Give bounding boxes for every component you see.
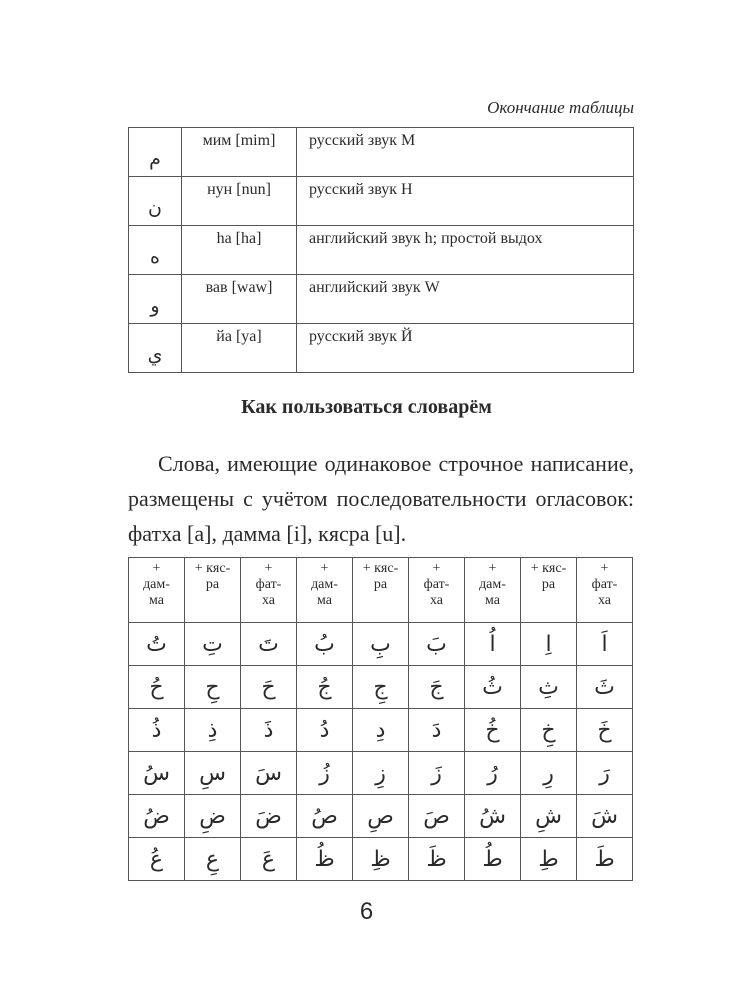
vowelized-letter: زِ [353, 752, 409, 795]
body-paragraph: Слова, имеющие одинаковое строчное написание, размещены с учётом последовательности огласовок: фатха [a], дамма [i], кясра [u]. [128, 451, 634, 546]
vowelized-letter: اُ [465, 623, 521, 666]
letter-name: йа [ya] [182, 324, 297, 373]
table-row [129, 226, 634, 275]
vowelized-letter: ثُ [465, 666, 521, 709]
table-row [129, 128, 634, 177]
vowelized-letter: خِ [521, 709, 577, 752]
vowelized-letter: ضُ [129, 795, 185, 838]
vowelized-letter: بُ [297, 623, 353, 666]
vowelized-letter: ثِ [521, 666, 577, 709]
vowelized-letter: حِ [185, 666, 241, 709]
vowelized-letter: عَ [241, 838, 297, 881]
letter-name: вав [waw] [182, 275, 297, 324]
letter-description: русский звук Й [297, 324, 634, 373]
column-header: + дам- ма [297, 558, 353, 623]
header-row [129, 558, 633, 623]
arabic-letter: م [129, 128, 182, 177]
vowelized-letter: ذَ [241, 709, 297, 752]
vowelized-letter: بِ [353, 623, 409, 666]
vowelized-letter: دُ [297, 709, 353, 752]
column-header: + фат- ха [577, 558, 633, 623]
vowelized-letter: دِ [353, 709, 409, 752]
vowelized-letter: رُ [465, 752, 521, 795]
column-header: + кяс- ра [521, 558, 577, 623]
vowelized-letter: حُ [129, 666, 185, 709]
arabic-letter: ي [129, 324, 182, 373]
vowelized-letter: طُ [465, 838, 521, 881]
column-header: + кяс- ра [185, 558, 241, 623]
vowelized-letter: طَ [577, 838, 633, 881]
vowelized-letter: جُ [297, 666, 353, 709]
letter-description: русский звук Н [297, 177, 634, 226]
vowelized-letter: سَ [241, 752, 297, 795]
arabic-letter: ه [129, 226, 182, 275]
vowelized-letter: اَ [577, 623, 633, 666]
vowelized-letter: شَ [577, 795, 633, 838]
vowelized-letter: رَ [577, 752, 633, 795]
vowelized-letter: بَ [409, 623, 465, 666]
letter-description: английский звук W [297, 275, 634, 324]
vowelized-letter: ظَ [409, 838, 465, 881]
vowelized-letter: خَ [577, 709, 633, 752]
table-row [129, 623, 633, 666]
vowelized-letter: ظُ [297, 838, 353, 881]
table-row [129, 666, 633, 709]
table-row [129, 795, 633, 838]
vowelized-letter: تُ [129, 623, 185, 666]
column-header: + фат- ха [409, 558, 465, 623]
vowelized-letter: صُ [297, 795, 353, 838]
alphabet-table [128, 127, 634, 373]
vowelized-letter: اِ [521, 623, 577, 666]
vowelized-letter: سِ [185, 752, 241, 795]
vowelized-letter: ذُ [129, 709, 185, 752]
column-header: + дам- ма [129, 558, 185, 623]
column-header: + фат- ха [241, 558, 297, 623]
table-row [129, 709, 633, 752]
vowelized-letter: جَ [409, 666, 465, 709]
table-row [129, 324, 634, 373]
arabic-letter: ن [129, 177, 182, 226]
vowelized-letter: زُ [297, 752, 353, 795]
vowelized-letter: زَ [409, 752, 465, 795]
letter-description: русский звук М [297, 128, 634, 177]
letter-name: мим [mim] [182, 128, 297, 177]
arabic-letter: و [129, 275, 182, 324]
letter-name: ha [ha] [182, 226, 297, 275]
letter-description: английский звук h; простой выдох [297, 226, 634, 275]
page-number: 6 [359, 898, 374, 925]
vowelized-letter: جِ [353, 666, 409, 709]
vowelized-letter: طِ [521, 838, 577, 881]
section-heading: Как пользоваться словарём [241, 396, 492, 418]
table-row [129, 752, 633, 795]
vowelized-letter: صِ [353, 795, 409, 838]
table-row [129, 838, 633, 881]
vowelized-letter: صَ [409, 795, 465, 838]
vowelized-letter: سُ [129, 752, 185, 795]
vowelized-letter: تِ [185, 623, 241, 666]
vowelized-letter: شُ [465, 795, 521, 838]
column-header: + дам- ма [465, 558, 521, 623]
vowelized-letter: عُ [129, 838, 185, 881]
vowelized-letter: تَ [241, 623, 297, 666]
column-header: + кяс- ра [353, 558, 409, 623]
vowelized-letter: عِ [185, 838, 241, 881]
table-row [129, 275, 634, 324]
vowelized-letter: ذِ [185, 709, 241, 752]
vowelized-letter: ظِ [353, 838, 409, 881]
vowelized-letter: ضَ [241, 795, 297, 838]
table-row [129, 177, 634, 226]
letter-name: нун [nun] [182, 177, 297, 226]
vowelized-letter: شِ [521, 795, 577, 838]
vowelized-letter: دَ [409, 709, 465, 752]
vowelized-letter: ضِ [185, 795, 241, 838]
vowelized-letter: خُ [465, 709, 521, 752]
vowelized-letter: رِ [521, 752, 577, 795]
running-head: Окончание таблицы [487, 98, 634, 117]
vowel-table [128, 557, 633, 881]
vowelized-letter: حَ [241, 666, 297, 709]
vowelized-letter: ثَ [577, 666, 633, 709]
